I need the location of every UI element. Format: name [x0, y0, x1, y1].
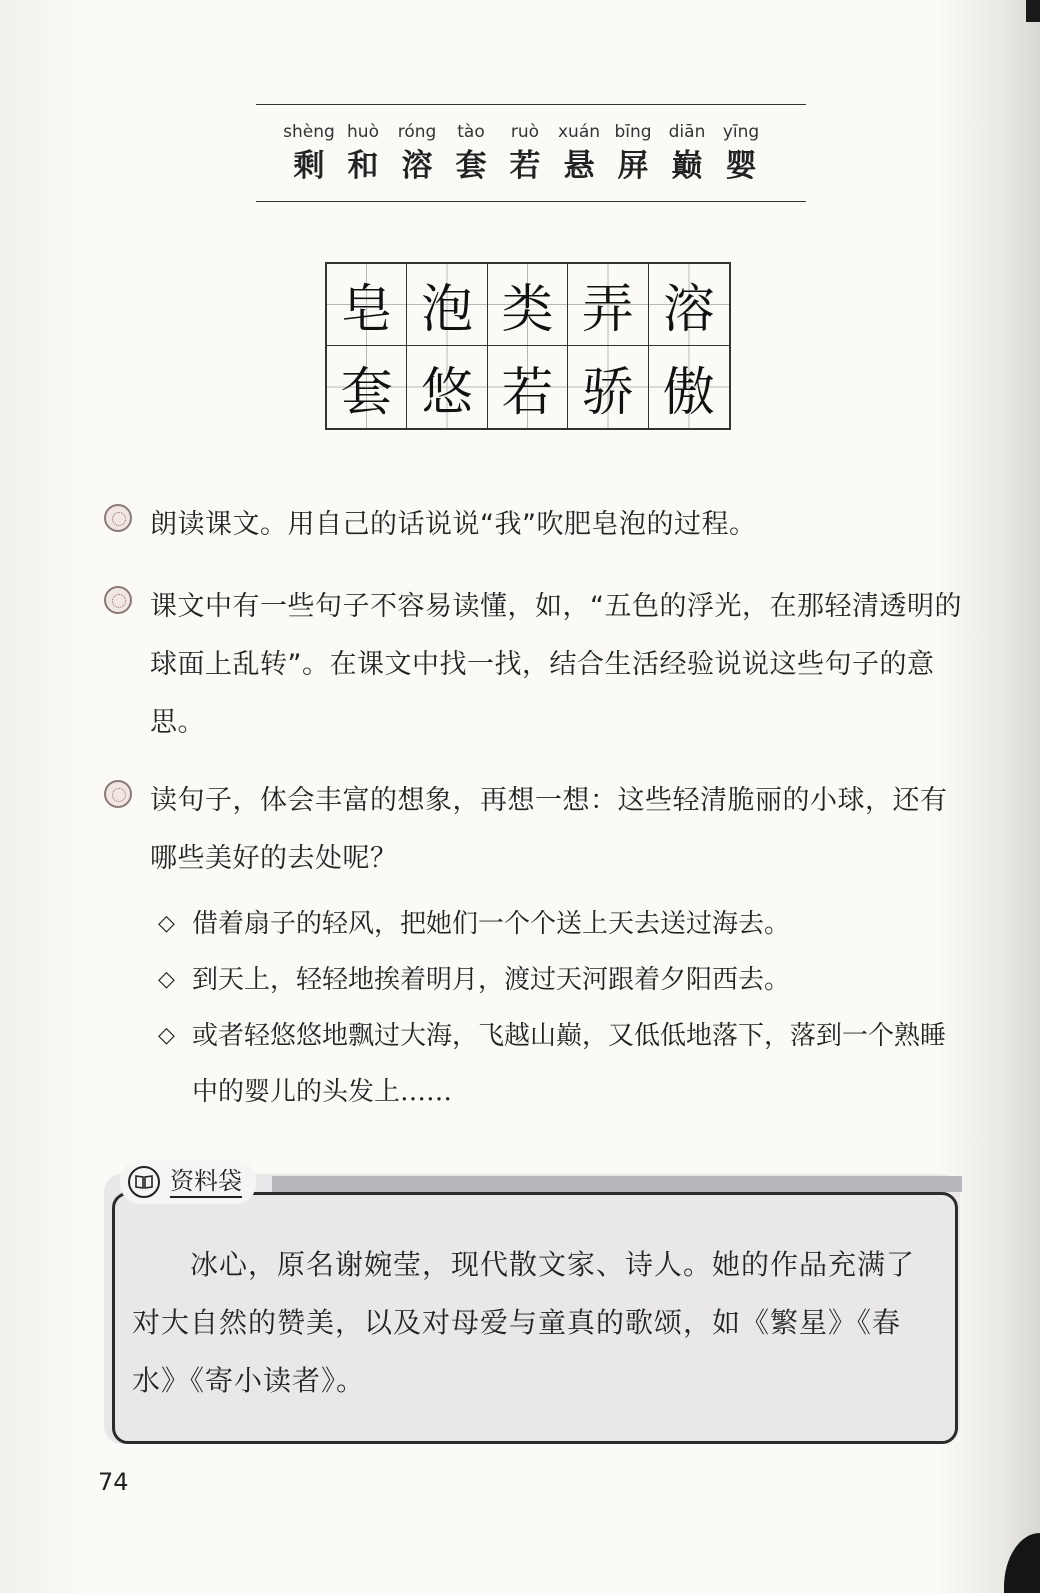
- grid-cell: 骄: [568, 346, 648, 428]
- hanzi: 悬: [563, 148, 595, 184]
- hanzi: 若: [509, 148, 541, 184]
- hanzi: 婴: [725, 148, 757, 184]
- character-item: [390, 119, 444, 187]
- exercise-1: [104, 496, 964, 554]
- character-item: [282, 119, 336, 187]
- exercise-text: 读句子，体会丰富的想象，再想一想：这些轻清脆丽的小球，还有哪些美好的去处呢？: [150, 785, 948, 874]
- exercise-icon: [104, 504, 132, 532]
- grid-cell: 溶: [649, 264, 729, 346]
- pinyin: yīng: [722, 122, 760, 142]
- pinyin: huò: [347, 122, 379, 142]
- character-row: [282, 119, 768, 187]
- diamond-icon: ◇: [158, 967, 175, 992]
- info-box-tab: [120, 1160, 256, 1204]
- character-item: [660, 119, 714, 187]
- hanzi: 巅: [671, 148, 703, 184]
- grid-cell: 弄: [568, 264, 648, 346]
- writing-grid: [325, 262, 731, 430]
- character-item: [714, 119, 768, 187]
- pinyin: ruò: [510, 122, 540, 142]
- recognition-characters: [256, 104, 806, 202]
- sentence-item: [158, 952, 968, 1008]
- exercise-3: [104, 772, 964, 888]
- sentence-item: [158, 1008, 968, 1120]
- character-item: [552, 119, 606, 187]
- grid-cell: 类: [488, 264, 568, 346]
- hanzi: 溶: [401, 148, 433, 184]
- grid-cell: 傲: [649, 346, 729, 428]
- info-box-title: 资料袋: [170, 1166, 242, 1198]
- diamond-icon: ◇: [158, 911, 175, 936]
- pinyin: róng: [397, 122, 437, 142]
- book-icon: [128, 1166, 160, 1198]
- grid-cell: 若: [488, 346, 568, 428]
- exercise-text: 课文中有一些句子不容易读懂，如，“五色的浮光，在那轻清透明的球面上乱转”。在课文中找一找，结合生活经验说说这些句子的意思。: [150, 591, 962, 738]
- pinyin: xuán: [557, 122, 601, 142]
- info-box-body: 冰心，原名谢婉莹，现代散文家、诗人。她的作品充满了对大自然的赞美，以及对母爱与童真的歌颂，如《繁星》《春水》《寄小读者》。: [132, 1248, 916, 1397]
- grid-cell: 套: [327, 346, 407, 428]
- character-item: [336, 119, 390, 187]
- sentence-item: [158, 896, 968, 952]
- diamond-icon: ◇: [158, 1023, 175, 1048]
- exercise-2: [104, 578, 964, 752]
- page-number: 74: [98, 1468, 129, 1496]
- grid-cell: 悠: [407, 346, 487, 428]
- pinyin: shèng: [283, 122, 335, 142]
- character-item: [606, 119, 660, 187]
- grid-cell: 泡: [407, 264, 487, 346]
- exercise-icon: [104, 780, 132, 808]
- sentence-text: 到天上，轻轻地挨着明月，渡过天河跟着夕阳西去。: [192, 965, 791, 995]
- scan-corner-top: [1026, 0, 1040, 22]
- example-sentences: [158, 896, 968, 1120]
- character-item: [444, 119, 498, 187]
- info-box-band: [272, 1176, 962, 1192]
- pinyin: bīng: [614, 122, 652, 142]
- exercise-text: 朗读课文。用自己的话说说“我”吹肥皂泡的过程。: [150, 509, 757, 540]
- hanzi: 套: [455, 148, 487, 184]
- grid-cell: 皂: [327, 264, 407, 346]
- sentence-text: 借着扇子的轻风，把她们一个个送上天去送过海去。: [192, 909, 791, 939]
- exercise-icon: [104, 586, 132, 614]
- pinyin: tào: [457, 122, 485, 142]
- hanzi: 和: [347, 148, 379, 184]
- pinyin: diān: [668, 122, 706, 142]
- character-item: [498, 119, 552, 187]
- hanzi: 剩: [293, 148, 325, 184]
- sentence-text: 或者轻悠悠地飘过大海，飞越山巅，又低低地落下，落到一个熟睡中的婴儿的头发上……: [192, 1021, 947, 1107]
- hanzi: 屏: [617, 148, 649, 184]
